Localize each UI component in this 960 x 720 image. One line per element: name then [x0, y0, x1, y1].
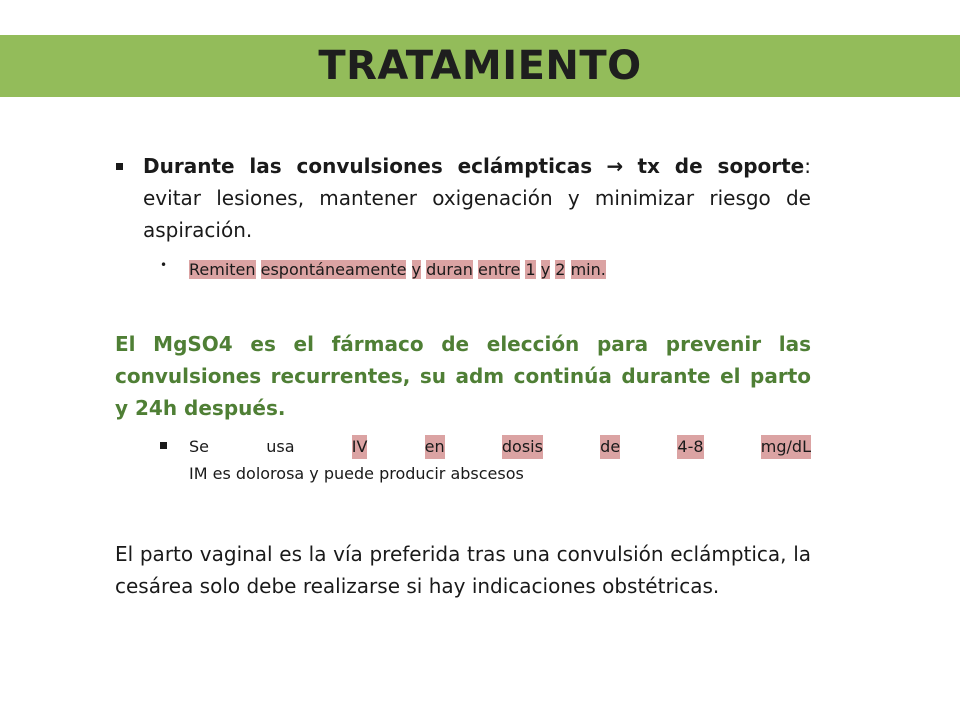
dosage-word: IV [352, 435, 368, 459]
title-banner [0, 35, 960, 97]
bullet1-rest: : evitar lesiones, mantener oxigenación y minimizar riesgo de aspiración. [143, 154, 811, 242]
highlighted-word: min. [570, 260, 606, 279]
sub-bullet-remission [189, 257, 606, 283]
round-bullet-icon: • [160, 258, 168, 272]
dosage-word: en [425, 435, 445, 459]
slide-title: TRATAMIENTO [318, 43, 642, 89]
sub-bullet-im-note: IM es dolorosa y puede producir abscesos [189, 464, 524, 483]
square-bullet-icon [116, 163, 123, 170]
dosage-word: dosis [502, 435, 543, 459]
highlighted-word: espontáneamente [260, 260, 407, 279]
highlighted-word: entre [478, 260, 521, 279]
highlighted-word: 1 [525, 260, 536, 279]
highlighted-word: y [540, 260, 551, 279]
dosage-word: de [600, 435, 620, 459]
dosage-word: usa [266, 437, 295, 456]
paragraph-mgso4: El MgSO4 es el fármaco de elección para prevenir las convulsiones recurrentes, su adm continúa durante el parto y 24h después. [115, 332, 811, 420]
bullet1-bold-a: Durante las convulsiones eclámpticas [143, 154, 593, 178]
dosage-word: 4-8 [677, 435, 703, 459]
highlighted-word: 2 [555, 260, 566, 279]
arrow-icon: → [606, 154, 624, 178]
highlighted-word: duran [426, 260, 473, 279]
bullet-supportive-treatment [143, 150, 811, 246]
sub-bullet-dosage [189, 435, 811, 459]
highlighted-word: y [411, 260, 422, 279]
dosage-word: Se [189, 437, 209, 456]
square-bullet-icon [160, 442, 167, 449]
paragraph-delivery: El parto vaginal es la vía preferida tras una convulsión eclámptica, la cesárea solo debe realizarse si hay indicaciones obstétricas. [115, 542, 811, 598]
dosage-word: mg/dL [761, 435, 811, 459]
bullet1-bold-b: tx de soporte [637, 154, 805, 178]
highlighted-word: Remiten [189, 260, 256, 279]
